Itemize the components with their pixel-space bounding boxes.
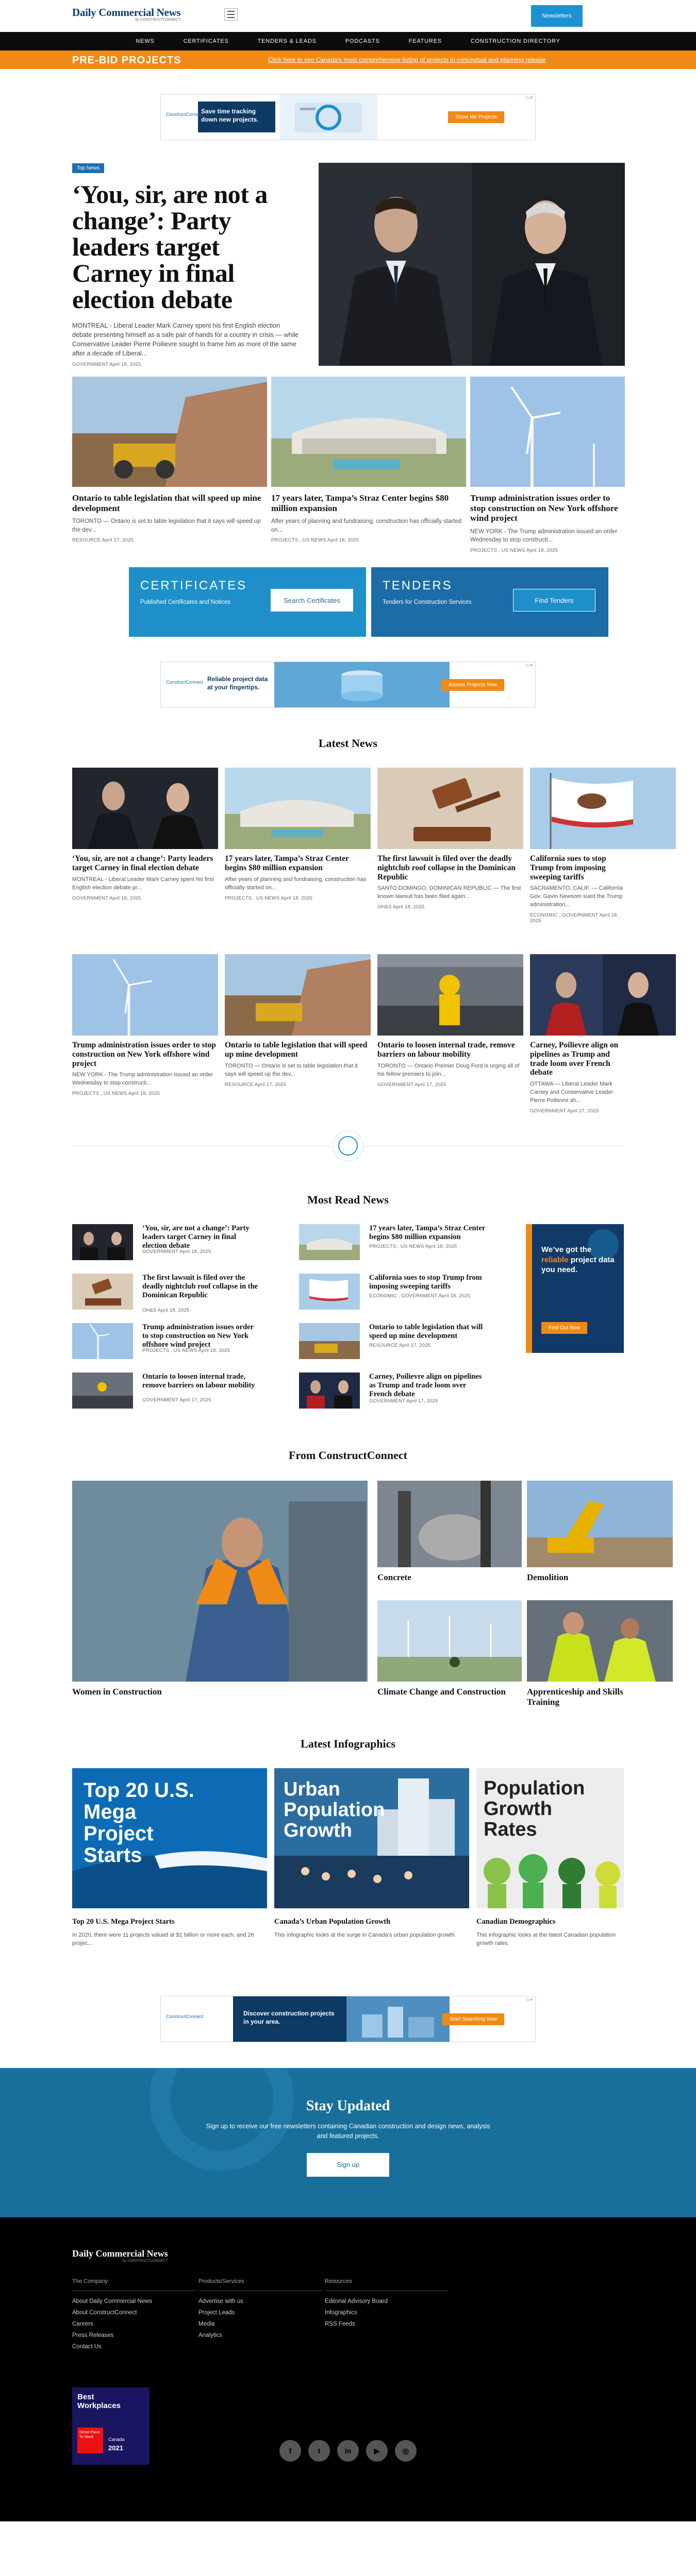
cc-card[interactable] (377, 1481, 522, 1583)
footer-column-heading: Products/Services (198, 2278, 322, 2291)
card-image[interactable] (72, 954, 218, 1036)
certificates-text: Published Certificates and Notices (140, 599, 231, 605)
infographic-title[interactable]: Canadian Demographics (476, 1918, 556, 1926)
footer-column-products (198, 2278, 322, 2344)
infographic-excerpt: This infographic looks at the surge in Canada’s urban population growth. (274, 1932, 456, 1938)
newsletters-button[interactable]: Newsletters (531, 5, 583, 27)
hero-excerpt: MONTREAL - Liberal Leader Mark Carney spent his first English election debate presenting himself as a safe pair of hands for a country in crisis — while Conservative Leader Pierre Poilievre sought to frame him as more of the same after a decade of Liberal... (72, 322, 299, 358)
card-excerpt: After years of planning and fundraising, construction has officially started on... (271, 518, 462, 533)
most-read-item[interactable] (299, 1372, 485, 1409)
hero-section (72, 163, 624, 366)
card-image[interactable] (72, 377, 267, 487)
card-image[interactable] (377, 954, 523, 1036)
most-read-item[interactable] (72, 1274, 258, 1313)
cc-label[interactable]: Women in Construction (72, 1687, 162, 1697)
ad-graphic (357, 2002, 444, 2038)
card-meta: RESOURCE April 17, 2025 (225, 1081, 287, 1088)
hero-tag[interactable]: Top News (72, 163, 104, 173)
most-read-meta: GOVERNMENT April 17, 2025 (369, 1398, 438, 1404)
card-excerpt: SACRAMENTO, CALIF. — California Gov. Gavin Newsom sued the Trump administration... (530, 885, 623, 908)
ad-choices-icon[interactable]: ▷✕ (526, 1997, 533, 2002)
twitter-icon[interactable]: t (308, 2440, 330, 2462)
infographic-card[interactable] (274, 1768, 470, 1940)
hero-meta: GOVERNMENT April 18, 2025 (72, 361, 141, 367)
thumb-image[interactable] (72, 1372, 133, 1409)
cc-image[interactable] (377, 1481, 522, 1567)
news-card[interactable] (72, 768, 218, 901)
news-card[interactable] (225, 954, 371, 1088)
most-read-item[interactable] (72, 1224, 258, 1260)
footer-link[interactable]: Contact Us (72, 2344, 102, 2350)
card-image[interactable] (470, 377, 625, 487)
ad-button[interactable]: Access Projects Now (441, 679, 504, 691)
card-meta: GOVERNMENT April 17, 2025 (377, 1081, 446, 1088)
youtube-icon[interactable]: ▶ (366, 2440, 388, 2462)
side-ad-line2: project data you need. (541, 1255, 615, 1274)
latest-news-heading: Latest News (318, 737, 378, 750)
card-excerpt: TORONTO — Ontario is set to table legislation that it says will speed up the dev... (225, 1062, 358, 1077)
top-cards (72, 377, 624, 562)
card-image[interactable] (530, 954, 676, 1036)
card-meta: OH&S April 18, 2025 (377, 904, 425, 910)
card-image[interactable] (225, 954, 371, 1036)
infographic-image[interactable] (476, 1768, 624, 1908)
footer-link[interactable]: Press Releases (72, 2332, 114, 2338)
infographic-image[interactable] (72, 1768, 267, 1908)
card-title[interactable]: 17 years later, Tampa’s Straz Center begins $80 million expansion (271, 493, 449, 513)
hero-image[interactable] (319, 163, 625, 366)
most-read-item[interactable] (72, 1323, 258, 1359)
logo-text: Daily Commercial News (72, 6, 181, 19)
cc-card[interactable] (377, 1600, 522, 1697)
cc-image[interactable] (377, 1600, 522, 1682)
card-meta: GOVERNMENT April 18, 2025 (72, 895, 141, 901)
cc-card[interactable] (527, 1600, 624, 1708)
social-links (276, 2440, 420, 2462)
signup-button[interactable]: Sign up (307, 2153, 389, 2177)
card-meta: PROJECTS , US NEWS April 18, 2025 (225, 895, 313, 901)
stay-updated-text: Sign up to receive our free newsletters containing Canadian construction and design news, analysis and featured projects. (206, 2123, 490, 2140)
infographic-title[interactable]: Top 20 U.S. Mega Project Starts (72, 1918, 175, 1926)
ad-banner-top[interactable] (160, 94, 536, 140)
logo-subtext: by CONSTRUCTCONNECT (135, 18, 181, 22)
most-read-item[interactable] (299, 1323, 485, 1359)
prebid-link[interactable]: Click here to see Canada's most comprehensive listing of projects in conceptual and planning release (268, 56, 546, 63)
thumb-image[interactable] (72, 1323, 133, 1359)
card-excerpt: NEW YORK - The Trump administration issued an order Wednesday to stop constructi... (470, 528, 618, 544)
ad-text: Save time tracking down new projects. (201, 108, 259, 123)
site-header (0, 0, 696, 32)
cc-card[interactable] (527, 1481, 624, 1583)
card-meta: PROJECTS , US NEWS April 18, 2025 (271, 537, 359, 544)
card-excerpt: NEW YORK - The Trump administration issued an order Wednesday to stop constructi... (72, 1072, 213, 1087)
most-read-item[interactable] (299, 1224, 485, 1260)
footer-link[interactable]: RSS Feeds (325, 2321, 355, 2327)
most-read-meta: PROJECTS , US NEWS April 18, 2025 (369, 1244, 457, 1249)
footer-link[interactable]: Infographics (325, 2310, 357, 2316)
footer-column-heading: The Company (72, 2278, 196, 2291)
cc-card[interactable] (72, 1481, 368, 1697)
side-ad-button[interactable]: Find Out Now (541, 1322, 587, 1334)
card-title[interactable]: California sues to stop Trump from imposing sweeping tariffs (530, 854, 606, 882)
cc-image[interactable] (527, 1481, 673, 1567)
tenders-title: TENDERS (383, 579, 453, 592)
main-nav (0, 32, 696, 50)
stay-updated-title: Stay Updated (306, 2098, 390, 2114)
badge-line1: Best (77, 2393, 94, 2401)
nav-item-features[interactable]: FEATURES (408, 38, 442, 44)
footer-column-company (72, 2278, 196, 2355)
latest-news-grid (72, 768, 624, 1164)
infographics-section (72, 1768, 624, 1964)
prebid-bar (0, 50, 696, 69)
ad-banner-bottom[interactable] (160, 1996, 536, 2042)
card-image[interactable] (72, 768, 218, 849)
infographic-excerpt: In 2020, there were 11 projects valued at $1 billion or more each, and 26 projec... (72, 1932, 254, 1946)
thumb-image[interactable] (299, 1224, 360, 1260)
card-title[interactable]: ‘You, sir, are not a change’: Party leaders target Carney in final election debate (72, 854, 213, 872)
most-read-meta: GOVERNMENT April 17, 2025 (142, 1397, 211, 1403)
most-read-meta: PROJECTS , US NEWS April 18, 2025 (142, 1348, 230, 1353)
linkedin-icon[interactable]: in (337, 2440, 359, 2462)
instagram-icon[interactable]: ◎ (395, 2440, 417, 2462)
footer-column-heading: Resources (325, 2278, 449, 2291)
most-read-item[interactable] (299, 1274, 485, 1310)
most-read-meta: GOVERNMENT April 18, 2025 (142, 1249, 211, 1255)
news-card[interactable] (225, 768, 371, 901)
most-read-title[interactable]: California sues to stop Trump from imposing sweeping tariffs (369, 1274, 482, 1291)
footer-link[interactable]: About Daily Commercial News (72, 2298, 153, 2304)
thumb-image[interactable] (299, 1323, 360, 1359)
most-read-title[interactable]: Ontario to table legislation that will speed up mine development (369, 1323, 483, 1341)
card-excerpt: TORONTO — Ontario Premier Doug Ford is urging all of his fellow premiers to join... (377, 1062, 520, 1077)
side-ad-line1: We’ve got the (541, 1245, 592, 1254)
tenders-text: Tenders for Construction Services (383, 599, 472, 605)
most-read-section (72, 1224, 624, 1430)
from-cc-heading: From ConstructConnect (289, 1449, 407, 1462)
nav-item-tenders[interactable]: TENDERS & LEADS (257, 38, 317, 44)
top-card[interactable] (470, 377, 625, 553)
nav-item-directory[interactable]: CONSTRUCTION DIRECTORY (470, 38, 560, 44)
infographic-title[interactable]: Canada’s Urban Population Growth (274, 1918, 391, 1926)
most-read-title[interactable]: The first lawsuit is filed over the deadly nightclub roof collapse in the Dominican Republic (142, 1274, 258, 1300)
ad-choices-icon[interactable]: ▷✕ (526, 663, 533, 668)
card-title[interactable]: Trump administration issues order to stop construction on New York offshore wind project (470, 493, 618, 523)
top-card[interactable] (72, 377, 267, 543)
infographic-image[interactable] (274, 1768, 469, 1908)
most-read-heading: Most Read News (307, 1193, 389, 1206)
news-card[interactable] (530, 768, 624, 924)
cc-label[interactable]: Apprenticeship and Skills Training (527, 1687, 623, 1707)
infographic-image-text: Top 20 U.S. Mega Project Starts (84, 1779, 194, 1867)
ad-logo: ConstructConnect (166, 2014, 204, 2019)
card-title[interactable]: Ontario to table legislation that will speed up mine development (72, 493, 261, 513)
ad-text: Reliable project data at your fingertips. (207, 675, 268, 691)
menu-icon[interactable] (224, 8, 238, 21)
infographics-heading: Latest Infographics (301, 1737, 395, 1750)
card-title[interactable]: Ontario to table legislation that will speed up mine development (225, 1041, 368, 1059)
card-image[interactable] (225, 768, 371, 849)
nav-item-podcasts[interactable]: PODCASTS (345, 38, 380, 44)
card-excerpt: SANTO DOMINGO, DOMINICAN REPUBLIC — The first known lawsuit has been filed again... (377, 885, 521, 900)
search-certificates-button[interactable]: Search Certificates (271, 589, 353, 612)
cc-image[interactable] (527, 1600, 673, 1682)
card-title[interactable]: Carney, Poilievre align on pipelines as Trump and trade loom over French debate (530, 1041, 619, 1077)
footer-link[interactable]: Advertise with us (198, 2298, 243, 2304)
card-excerpt: MONTREAL - Liberal Leader Mark Carney spent his first English election debate pr... (72, 876, 214, 891)
footer-link[interactable]: Media (198, 2321, 215, 2327)
footer-column-resources (325, 2278, 449, 2332)
footer-link[interactable]: Project Leads (198, 2310, 235, 2316)
news-card[interactable] (377, 768, 523, 910)
most-read-title[interactable]: ‘You, sir, are not a change’: Party leaders target Carney in final election debate (142, 1224, 250, 1250)
ad-button[interactable]: Show Me Projects (448, 111, 504, 123)
badge-line2: Workplaces (77, 2401, 121, 2410)
card-title[interactable]: Ontario to loosen internal trade, remove barriers on labour mobility (377, 1041, 515, 1059)
badge-line3: Great Place To Work (77, 2428, 103, 2453)
card-meta: ECONOMIC , GOVERNMENT April 18, 2025 (530, 912, 619, 924)
card-meta: PROJECTS , US NEWS April 18, 2025 (72, 1091, 160, 1097)
top-card[interactable] (271, 377, 466, 543)
prebid-title: PRE-BID PROJECTS (72, 55, 181, 66)
thumb-image[interactable] (72, 1224, 133, 1260)
most-read-title[interactable]: 17 years later, Tampa’s Straz Center begins $80 million expansion (369, 1224, 485, 1242)
cert-tenders (72, 567, 624, 637)
card-image[interactable] (271, 377, 466, 487)
card-meta: PROJECTS , US NEWS April 18, 2025 (470, 547, 558, 553)
tenders-box (371, 567, 608, 637)
facebook-icon[interactable]: f (279, 2440, 301, 2462)
news-card[interactable] (72, 954, 218, 1096)
footer-link[interactable]: Analytics (198, 2332, 223, 2338)
thumb-image[interactable] (299, 1274, 360, 1310)
load-more-button[interactable] (333, 1130, 363, 1161)
newsletter-signup (0, 2068, 696, 2217)
card-meta: GOVERNMENT April 17, 2025 (530, 1108, 599, 1114)
ad-logo: ConstructConnect (166, 680, 204, 685)
most-read-meta: ECONOMIC , GOVERNMENT April 18, 2025 (369, 1293, 471, 1299)
card-image[interactable] (377, 768, 523, 849)
cc-label[interactable]: Demolition (527, 1572, 569, 1582)
most-read-title[interactable]: Carney, Poilievre align on pipelines as Trump and trade loom over French debate (369, 1372, 482, 1399)
nav-item-certificates[interactable]: CERTIFICATES (183, 38, 229, 44)
footer-logo-text: Daily Commercial News (72, 2248, 168, 2259)
card-excerpt: TORONTO — Ontario is set to table legislation that it says will speed up the dev... (72, 518, 261, 533)
card-image[interactable] (530, 768, 676, 849)
infographic-card[interactable] (72, 1768, 268, 1948)
news-card[interactable] (530, 954, 624, 1114)
cc-image[interactable] (72, 1481, 368, 1682)
ad-choices-icon[interactable]: ▷✕ (526, 95, 533, 100)
footer-logo[interactable] (72, 2248, 168, 2263)
from-cc-section (72, 1481, 624, 1718)
footer-logo-subtext: by CONSTRUCTCONNECT (122, 2259, 168, 2263)
news-card[interactable] (377, 954, 523, 1088)
most-read-meta: OH&S April 18, 2025 (142, 1308, 190, 1313)
badge-year: 2021 (108, 2444, 123, 2452)
best-workplaces-badge (72, 2387, 150, 2465)
most-read-title[interactable]: Ontario to loosen internal trade, remove barriers on labour mobility (142, 1372, 255, 1390)
ad-button[interactable]: Start Searching Now (442, 2013, 504, 2025)
site-footer (0, 2217, 696, 2521)
side-ad-highlight: reliable (541, 1255, 569, 1264)
thumb-image[interactable] (72, 1274, 133, 1310)
infographic-card[interactable] (476, 1768, 624, 1948)
ad-graphic (290, 98, 367, 135)
site-logo[interactable] (72, 6, 180, 22)
most-read-meta: RESOURCE April 17, 2025 (369, 1343, 431, 1348)
ad-text: Discover construction projects in your area. (243, 2010, 335, 2025)
infographic-image-text: Urban Population Growth (284, 1778, 385, 1841)
card-excerpt: OTTAWA — Liberal Leader Mark Carney and Conservative Leader Pierre Poilievre ah... (530, 1081, 614, 1104)
card-title[interactable]: 17 years later, Tampa’s Straz Center begins $80 million expansion (225, 854, 349, 872)
card-meta: RESOURCE April 17, 2025 (72, 537, 134, 544)
certificates-title: CERTIFICATES (140, 579, 247, 592)
ad-graphic (331, 668, 393, 702)
card-title[interactable]: Trump administration issues order to stop construction on New York offshore wind project (72, 1041, 216, 1068)
card-excerpt: After years of planning and fundraising, construction has officially started on... (225, 876, 367, 891)
ad-logo: ConstructConnect (166, 112, 204, 117)
thumb-image[interactable] (299, 1372, 360, 1409)
most-read-title[interactable]: Trump administration issues order to stop construction on New York offshore wind project (142, 1323, 254, 1349)
ad-banner-mid[interactable] (160, 662, 536, 708)
badge-line4: Canada (108, 2437, 125, 2442)
cc-label[interactable]: Climate Change and Construction (377, 1687, 506, 1697)
side-ad[interactable] (526, 1224, 624, 1353)
infographic-excerpt: This infographic looks at the latest Canadian population growth rates. (476, 1932, 616, 1946)
most-read-item[interactable] (72, 1372, 258, 1409)
find-tenders-button[interactable]: Find Tenders (513, 589, 595, 612)
footer-link[interactable]: About ConstructConnect (72, 2310, 137, 2316)
infographic-image-text: Population Growth Rates (484, 1777, 585, 1840)
footer-link[interactable]: Careers (72, 2321, 93, 2327)
certificates-box (129, 567, 366, 637)
footer-link[interactable]: Editorial Advisory Board (325, 2298, 388, 2304)
nav-item-news[interactable]: NEWS (136, 38, 155, 44)
hero-title[interactable]: ‘You, sir, are not a change’: Party leaders target Carney in final election debate (72, 180, 268, 314)
card-title[interactable]: The first lawsuit is filed over the deadly nightclub roof collapse in the Dominican Republic (377, 854, 516, 882)
cc-label[interactable]: Concrete (377, 1572, 411, 1582)
